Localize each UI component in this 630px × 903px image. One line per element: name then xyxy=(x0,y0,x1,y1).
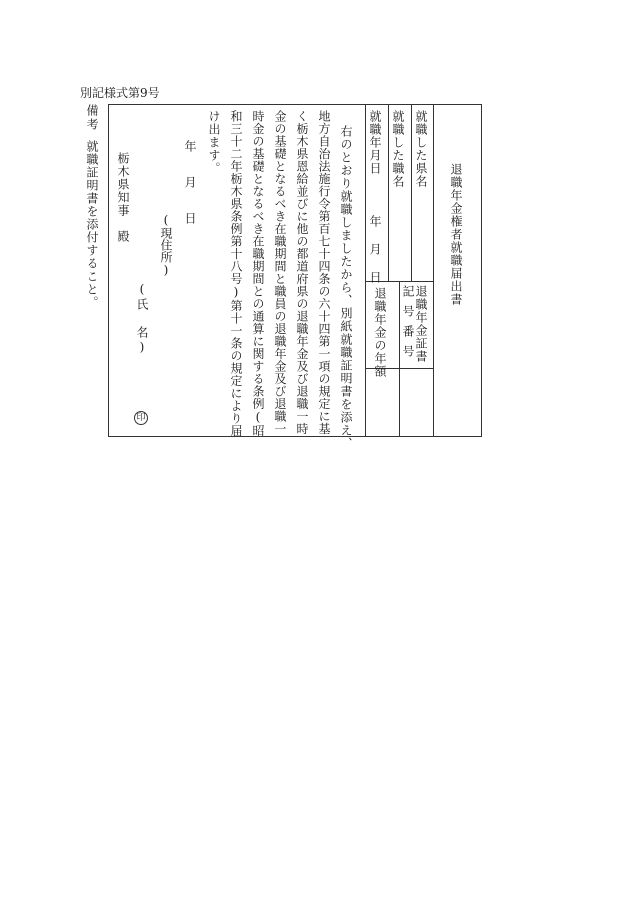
body-line-2: 地方自治法施行令第百七十四条の六十四第一項の規定に基 xyxy=(317,110,331,435)
table-lower-divider xyxy=(399,281,400,437)
form-title: 退職年金権者就職届出書 xyxy=(449,163,463,306)
certificate-label: 退職年金証書 xyxy=(414,285,428,363)
title-column-divider xyxy=(433,104,434,437)
remarks-label: 備考 xyxy=(85,104,99,132)
table-left-border xyxy=(365,104,366,437)
certificate-number-label: 記号番号 xyxy=(401,285,415,365)
seal-mark xyxy=(134,411,148,425)
submission-date: 年 月 日 xyxy=(183,140,197,230)
prefecture-label: 就職した県名 xyxy=(414,110,428,188)
body-line-3: く栃木県恩給並びに他の都道府県の退職年金及び退職一時 xyxy=(295,110,309,435)
body-line-6: 和三十二年栃木県条例第十八号)第十一条の規定により届 xyxy=(229,110,243,437)
table-col-divider-2 xyxy=(411,104,412,282)
body-line-7: け出ます。 xyxy=(207,110,221,175)
pension-amount-label: 退職年金の年額 xyxy=(373,287,387,378)
employment-date-value: 年 月 日 xyxy=(368,215,382,285)
table-col-divider-1 xyxy=(388,104,389,282)
form-number: 別記様式第9号 xyxy=(80,86,160,100)
body-line-5: 時金の基礎となるべき在職期間との通算に関する条例(昭 xyxy=(251,110,265,437)
body-line-1: 右のとおり就職しましたから、別紙就職証明書を添え、 xyxy=(339,125,353,450)
body-line-4: 金の基礎となるべき在職期間と職員の退職年金及び退職一 xyxy=(273,110,287,435)
employment-date-label: 就職年月日 xyxy=(368,110,382,175)
remarks-text: 就職証明書を添付すること。 xyxy=(85,140,99,309)
name-label: (氏 名) xyxy=(135,282,149,356)
seal-text: 印 xyxy=(136,413,146,423)
position-label: 就職した職名 xyxy=(391,110,405,188)
addressee: 栃木県知事 殿 xyxy=(116,152,130,243)
address-label: (現住所) xyxy=(159,213,173,277)
